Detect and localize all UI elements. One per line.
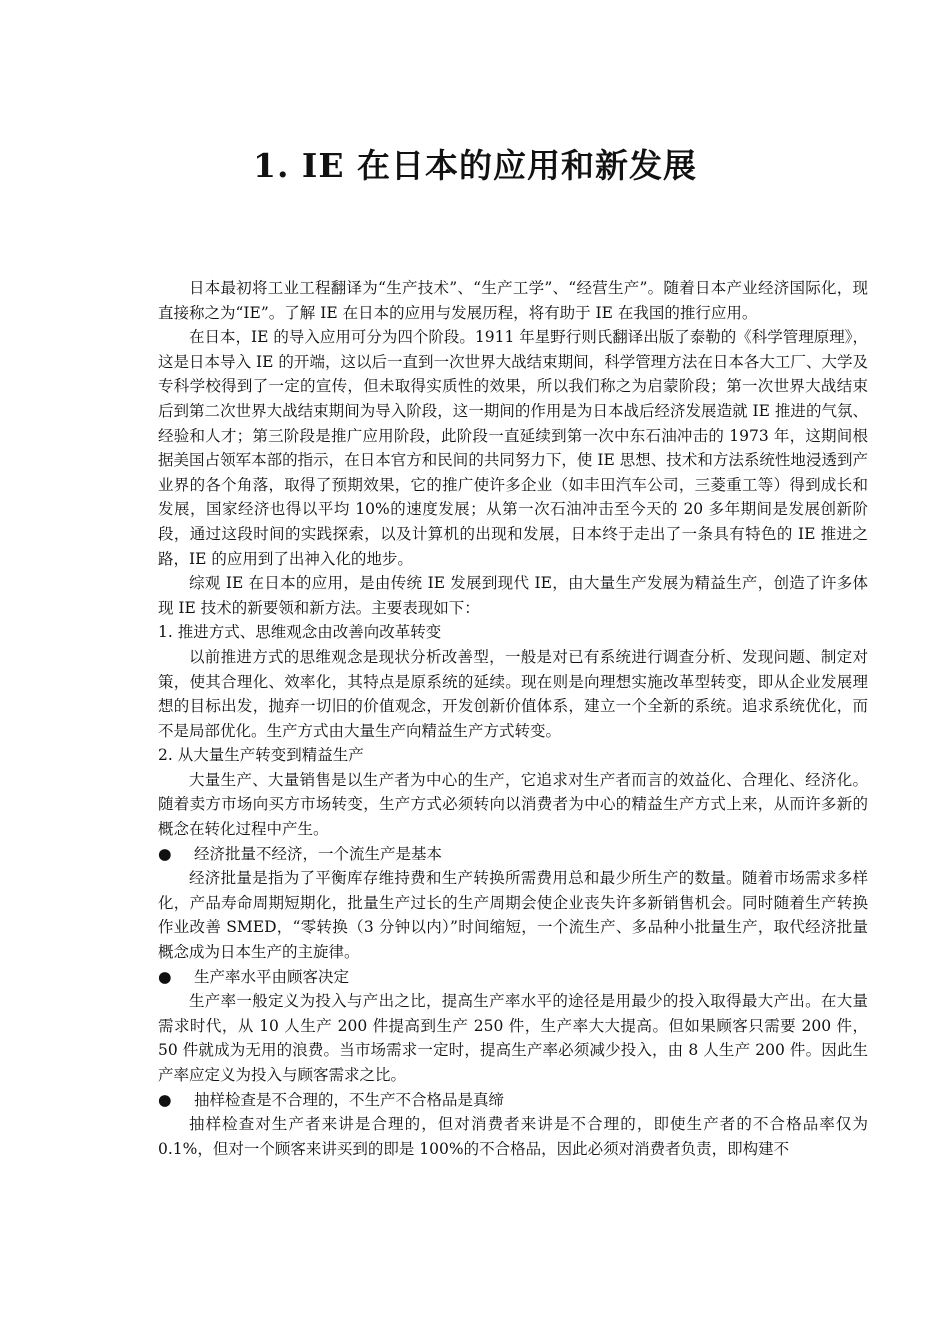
paragraph-inspection: 抽样检查对生产者来讲是合理的，但对消费者来讲是不合理的，即使生产者的不合格品率仅为 0.1%，但对一个顾客来讲买到的即是 100%的不合格品，因此必须对消费者负责，即构建不 bbox=[158, 1115, 868, 1158]
paragraph-intro: 日本最初将工业工程翻译为“生产技术”、“生产工学”、“经营生产”。随着日本产业经济国际化，现直接称之为“IE”。了解 IE 在日本的应用与发展历程，将有助于 IE 在我国的推行应用。 bbox=[158, 279, 868, 322]
document-body bbox=[158, 276, 868, 1161]
bullet-item-3 bbox=[158, 1088, 868, 1113]
section-heading-2: 2. 从大量生产转变到精益生产 bbox=[158, 746, 364, 765]
bullet-text: 抽样检查是不合理的，不生产不合格品是真缔 bbox=[194, 1090, 505, 1109]
section-heading-1: 1. 推进方式、思维观念由改善向改革转变 bbox=[158, 623, 442, 642]
bullet-item-1 bbox=[158, 842, 868, 867]
paragraph-reform: 以前推进方式的思维观念是现状分析改善型，一般是对已有系统进行调查分析、发现问题、制定对策，使其合理化、效率化，其特点是原系统的延续。现在则是向理想实施改革型转变，即从企业发展理想的目标出发，抛弃一切旧的价值观念，开发创新价值体系，建立一个全新的系统。追求系统优化，而不是局部优化。生产方式由大量生产向精益生产方式转变。 bbox=[158, 647, 868, 740]
bullet-icon: ● bbox=[158, 1090, 172, 1109]
bullet-text: 生产率水平由顾客决定 bbox=[194, 967, 350, 986]
bullet-icon: ● bbox=[158, 967, 172, 986]
paragraph-lean: 大量生产、大量销售是以生产者为中心的生产，它追求对生产者而言的效益化、合理化、经济化。随着卖方市场向买方市场转变，生产方式必须转向以消费者为中心的精益生产方式上来，从而许多新的概念在转化过程中产生。 bbox=[158, 770, 868, 839]
bullet-item-2 bbox=[158, 965, 868, 990]
paragraph-batch: 经济批量是指为了平衡库存维持费和生产转换所需费用总和最少所生产的数量。随着市场需求多样化，产品寿命周期短期化，批量生产过长的生产周期会使企业丧失许多新销售机会。同时随着生产转换作业改善 SMED，“零转换（3 分钟以内）”时间缩短，一个流生产、多品种小批量生产，取代经济批量概念成为日本生产的主旋律。 bbox=[158, 869, 868, 962]
page-title: 1. IE 在日本的应用和新发展 bbox=[252, 146, 698, 185]
bullet-text: 经济批量不经济，一个流生产是基本 bbox=[194, 844, 443, 863]
paragraph-stages: 在日本，IE 的导入应用可分为四个阶段。1911 年星野行则氏翻译出版了泰勒的《科学管理原理》，这是日本导入 IE 的开端，这以后一直到一次世界大战结束期间，科学管理方法在日本各大工厂、大学及专科学校得到了一定的宣传，但未取得实质性的效果，所以我们称之为启蒙阶段；第一次世界大战结束后到第二次世界大战结束期间为导入阶段，这一期间的作用是为日本战后经济发展造就 IE 推进的气氛、经验和人才；第三阶段是推广应用阶段，此阶段一直延续到第一次中东石油冲击的 1973 年，这期间根据美国占领军本部的指示，在日本官方和民间的共同努力下，使 IE 思想、技术和方法系统性地浸透到产业界的各个角落，取得了预期效果，它的推广使许多企业（如丰田汽车公司，三菱重工等）得到成长和发展，国家经济也得以平均 10%的速度发展；从第一次石油冲击至今天的 20 多年期间是发展创新阶段，通过这段时间的实践探索，以及计算机的出现和发展，日本终于走出了一条具有特色的 IE 推进之路，IE 的应用到了出神入化的地步。 bbox=[158, 328, 868, 568]
bullet-icon: ● bbox=[158, 844, 172, 863]
paragraph-productivity: 生产率一般定义为投入与产出之比，提高生产率水平的途径是用最少的投入取得最大产出。在大量需求时代，从 10 人生产 200 件提高到生产 250 件，生产率大大提高。但如果顾客只需要 200 件，50 件就成为无用的浪费。当市场需求一定时，提高生产率必须减少投入，由 8 人生产 200 件。因此生产率应定义为投入与顾客需求之比。 bbox=[158, 992, 868, 1084]
paragraph-overview: 综观 IE 在日本的应用，是由传统 IE 发展到现代 IE，由大量生产发展为精益生产，创造了许多体现 IE 技术的新要领和新方法。主要表现如下： bbox=[158, 574, 868, 617]
